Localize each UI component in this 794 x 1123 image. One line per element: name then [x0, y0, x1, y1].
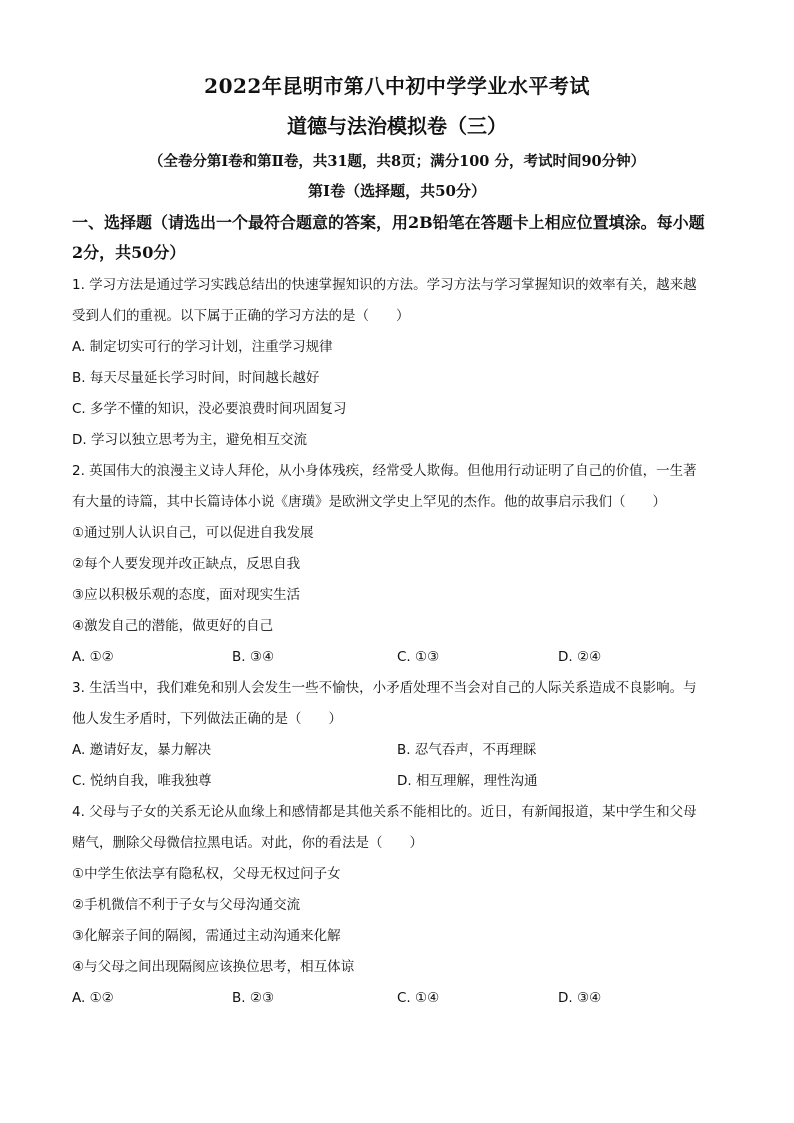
option-a[interactable]: A. 制定切实可行的学习计划，注重学习规律 — [72, 339, 333, 355]
question-2 — [72, 456, 732, 673]
question-1 — [72, 270, 732, 456]
statement: ①中学生依法享有隐私权，父母无权过问子女 — [72, 866, 341, 882]
statement: ②每个人要发现并改正缺点，反思自我 — [72, 556, 301, 572]
option-a[interactable]: A. ①② — [72, 990, 114, 1006]
question-stem: 3. 生活当中，我们难免和别人会发生一些不愉快，小矛盾处理不当会对自己的人际关系造成不良影响。与 — [72, 680, 697, 696]
question-stem: 有大量的诗篇，其中长篇诗体小说《唐璜》是欧洲文学史上罕见的杰作。他的故事启示我们（ ） — [72, 494, 666, 510]
statement: ①通过别人认识自己，可以促进自我发展 — [72, 525, 314, 541]
options-row — [72, 642, 732, 673]
option-d[interactable]: D. 相互理解，理性沟通 — [397, 773, 538, 789]
question-stem: 受到人们的重视。以下属于正确的学习方法的是（ ） — [72, 308, 410, 324]
options-row — [72, 735, 732, 766]
section-heading — [72, 208, 728, 268]
question-stem: 2. 英国伟大的浪漫主义诗人拜伦，从小身体残疾，经常受人欺侮。但他用行动证明了自己的价值，一生著 — [72, 463, 697, 479]
question-3 — [72, 673, 732, 797]
question-stem: 1. 学习方法是通过学习实践总结出的快速掌握知识的方法。学习方法与学习掌握知识的效率有关，越来越 — [72, 277, 697, 293]
options-row — [72, 983, 732, 1014]
section-heading-line2: 2分，共50分） — [72, 243, 186, 262]
question-stem: 赌气，删除父母微信拉黑电话。对此，你的看法是（ ） — [72, 835, 423, 851]
option-a[interactable]: A. ①② — [72, 649, 114, 665]
option-d[interactable]: D. ③④ — [558, 990, 602, 1006]
option-b[interactable]: B. ②③ — [232, 990, 275, 1006]
option-c[interactable]: C. 多学不懂的知识，没必要浪费时间巩固复习 — [72, 401, 347, 417]
exam-subtitle: 道德与法治模拟卷（三） — [287, 114, 507, 138]
option-b[interactable]: B. 忍气吞声，不再理睬 — [397, 742, 537, 758]
options-row — [72, 766, 732, 797]
option-a[interactable]: A. 邀请好友，暴力解决 — [72, 742, 212, 758]
option-d[interactable]: D. ②④ — [558, 649, 602, 665]
question-4 — [72, 797, 732, 1014]
statement: ③应以积极乐观的态度，面对现实生活 — [72, 587, 301, 603]
option-c[interactable]: C. ①③ — [397, 649, 440, 665]
option-c[interactable]: C. ①④ — [397, 990, 440, 1006]
exam-info: （全卷分第Ⅰ卷和第Ⅱ卷，共31题，共8页；满分100 分，考试时间90分钟） — [148, 153, 646, 170]
option-d[interactable]: D. 学习以独立思考为主，避免相互交流 — [72, 432, 307, 448]
option-b[interactable]: B. ③④ — [232, 649, 275, 665]
question-stem: 4. 父母与子女的关系无论从血缘上和感情都是其他关系不能相比的。近日，有新闻报道，某中学生和父母 — [72, 804, 697, 820]
statement: ②手机微信不利于子女与父母沟通交流 — [72, 897, 301, 913]
statement: ④激发自己的潜能，做更好的自己 — [72, 618, 274, 634]
statement: ④与父母之间出现隔阂应该换位思考，相互体谅 — [72, 959, 355, 975]
section-heading-line1: 一、选择题（请选出一个最符合题意的答案，用2B铅笔在答题卡上相应位置填涂。每小题 — [72, 213, 705, 232]
option-c[interactable]: C. 悦纳自我，唯我独尊 — [72, 773, 212, 789]
question-stem: 他人发生矛盾时，下列做法正确的是（ ） — [72, 711, 342, 727]
statement: ③化解亲子间的隔阂，需通过主动沟通来化解 — [72, 928, 341, 944]
exam-title: 2022年昆明市第八中初中学学业水平考试 — [204, 74, 590, 98]
part-title: 第Ⅰ卷（选择题，共50分） — [308, 182, 486, 200]
question-list — [72, 270, 732, 1014]
option-b[interactable]: B. 每天尽量延长学习时间，时间越长越好 — [72, 370, 320, 386]
